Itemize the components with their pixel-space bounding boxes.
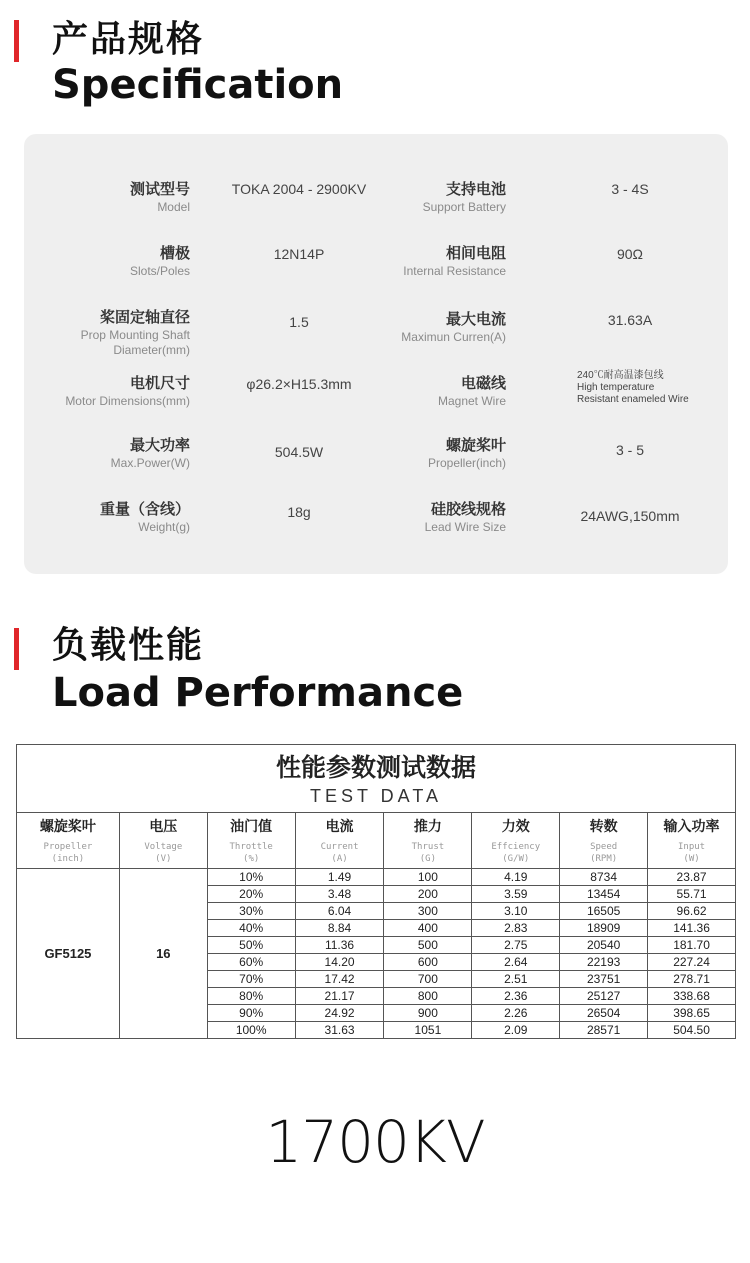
table-cell: 13454 xyxy=(560,886,648,903)
table-cell: 398.65 xyxy=(648,1005,736,1022)
spec-heading xyxy=(0,10,750,110)
header-zh: 力效 xyxy=(501,819,530,835)
table-cell: 20540 xyxy=(560,937,648,954)
label-zh: 螺旋桨叶 xyxy=(445,436,506,454)
col-header-speed xyxy=(560,813,648,869)
spec-row-shaft xyxy=(24,306,728,370)
header-unit: (V) xyxy=(155,854,172,864)
spec-label-model xyxy=(24,178,190,215)
table-cell: 504.50 xyxy=(648,1022,736,1039)
label-zh: 槽极 xyxy=(159,244,190,262)
table-cell: 30% xyxy=(207,903,295,920)
label-zh: 最大功率 xyxy=(129,436,190,454)
header-zh: 输入功率 xyxy=(663,819,720,835)
header-unit: (G) xyxy=(419,854,437,864)
test-data-table xyxy=(16,744,736,1039)
header-zh: 转数 xyxy=(589,819,618,835)
label-en: Model xyxy=(157,200,190,214)
spec-label-power xyxy=(24,434,190,471)
table-cell: 70% xyxy=(207,971,295,988)
voltage-cell: 16 xyxy=(119,869,207,1039)
table-header-row xyxy=(17,813,736,869)
header-en: Throttle xyxy=(229,842,273,852)
label-zh: 相间电阻 xyxy=(445,244,506,262)
propeller-cell: GF5125 xyxy=(17,869,120,1039)
table-cell: 16505 xyxy=(560,903,648,920)
spec-label-current xyxy=(364,308,506,345)
table-cell: 200 xyxy=(384,886,472,903)
spec-label-slots xyxy=(24,242,190,279)
header-en: Input xyxy=(677,842,706,852)
table-cell: 700 xyxy=(384,971,472,988)
spec-label-battery xyxy=(364,178,506,215)
table-cell: 14.20 xyxy=(295,954,384,971)
table-cell: 1051 xyxy=(384,1022,472,1039)
table-cell: 100% xyxy=(207,1022,295,1039)
wire-line: High temperature xyxy=(577,382,655,393)
spec-label-dimensions xyxy=(24,372,190,409)
table-cell: 2.26 xyxy=(472,1005,560,1022)
label-en: Maximun Curren(A) xyxy=(401,330,506,344)
spec-title-cn: 产品规格 xyxy=(52,19,205,60)
header-en: Thrust xyxy=(411,842,445,852)
spec-row-weight xyxy=(24,498,728,562)
header-zh: 推力 xyxy=(413,819,442,835)
table-cell: 300 xyxy=(384,903,472,920)
table-cell: 100 xyxy=(384,869,472,886)
table-cell: 21.17 xyxy=(295,988,384,1005)
table-cell: 50% xyxy=(207,937,295,954)
spec-label-weight xyxy=(24,498,190,535)
header-unit: (W) xyxy=(683,854,700,864)
table-cell: 2.64 xyxy=(472,954,560,971)
table-cell: 8734 xyxy=(560,869,648,886)
table-cell: 400 xyxy=(384,920,472,937)
header-unit: (RPM) xyxy=(590,854,618,864)
col-header-efficiency xyxy=(472,813,560,869)
col-header-input xyxy=(648,813,736,869)
spec-value-current: 31.63A xyxy=(607,312,653,328)
spec-row-power xyxy=(24,434,728,498)
spec-row-dimensions xyxy=(24,372,728,436)
table-cell: 227.24 xyxy=(648,954,736,971)
spec-value-weight: 18g xyxy=(287,504,311,520)
label-en: Lead Wire Size xyxy=(424,520,506,534)
table-row xyxy=(17,869,736,886)
header-en: Current xyxy=(320,842,359,852)
table-cell: 90% xyxy=(207,1005,295,1022)
spec-value-slots: 12N14P xyxy=(273,246,325,262)
accent-bar xyxy=(14,628,19,670)
table-cell: 8.84 xyxy=(295,920,384,937)
table-cell: 2.83 xyxy=(472,920,560,937)
spec-value-resistance: 90Ω xyxy=(616,246,644,262)
table-cell: 278.71 xyxy=(648,971,736,988)
table-cell: 24.92 xyxy=(295,1005,384,1022)
spec-label-wire xyxy=(364,372,506,409)
header-en: Effciency xyxy=(491,842,541,852)
table-cell: 6.04 xyxy=(295,903,384,920)
table-cell: 2.51 xyxy=(472,971,560,988)
wire-line: 240℃耐高温漆包线 xyxy=(577,370,664,381)
label-zh: 桨固定轴直径 xyxy=(99,308,190,326)
table-cell: 10% xyxy=(207,869,295,886)
label-en: Support Battery xyxy=(422,200,506,214)
label-en: Diameter(mm) xyxy=(113,343,190,357)
spec-row-slots xyxy=(24,242,728,306)
label-en: Weight(g) xyxy=(138,520,190,534)
label-zh: 电机尺寸 xyxy=(129,374,190,392)
table-cell: 3.10 xyxy=(472,903,560,920)
table-cell: 26504 xyxy=(560,1005,648,1022)
table-cell: 500 xyxy=(384,937,472,954)
label-en: Max.Power(W) xyxy=(110,456,190,470)
accent-bar xyxy=(14,20,19,62)
label-zh: 重量（含线） xyxy=(99,500,190,518)
table-cell: 31.63 xyxy=(295,1022,384,1039)
spec-label-leadwire xyxy=(364,498,506,535)
spec-row-model xyxy=(24,178,728,242)
table-cell: 338.68 xyxy=(648,988,736,1005)
load-title-en: Load Performance xyxy=(52,670,464,716)
table-cell: 800 xyxy=(384,988,472,1005)
table-cell: 141.36 xyxy=(648,920,736,937)
header-zh: 电压 xyxy=(149,819,178,835)
table-cell: 1.49 xyxy=(295,869,384,886)
spec-value-power: 504.5W xyxy=(274,444,324,460)
label-en: Prop Mounting Shaft xyxy=(80,328,190,342)
table-cell: 2.75 xyxy=(472,937,560,954)
spec-value-model: TOKA 2004 - 2900KV xyxy=(231,181,367,197)
spec-value-battery: 3 - 4S xyxy=(611,181,649,197)
spec-label-shaft xyxy=(24,306,190,358)
header-unit: (%) xyxy=(243,854,260,864)
table-cell: 23.87 xyxy=(648,869,736,886)
spec-title-en: Specification xyxy=(52,62,344,108)
label-zh: 电磁线 xyxy=(460,374,506,392)
table-cell: 3.48 xyxy=(295,886,384,903)
header-unit: (G/W) xyxy=(502,854,530,864)
spec-value-propeller: 3 - 5 xyxy=(615,442,644,458)
table-cell: 23751 xyxy=(560,971,648,988)
table-cell: 600 xyxy=(384,954,472,971)
col-header-voltage xyxy=(119,813,207,869)
label-en: Propeller(inch) xyxy=(427,456,506,470)
label-zh: 支持电池 xyxy=(445,180,506,198)
header-en: Propeller xyxy=(43,842,93,852)
table-cell: 60% xyxy=(207,954,295,971)
table-cell: 96.62 xyxy=(648,903,736,920)
table-cell: 181.70 xyxy=(648,937,736,954)
label-en: Motor Dimensions(mm) xyxy=(65,394,190,408)
table-cell: 80% xyxy=(207,988,295,1005)
header-zh: 油门值 xyxy=(230,819,273,835)
header-unit: (inch) xyxy=(51,854,85,864)
label-en: Magnet Wire xyxy=(437,394,506,408)
table-cell: 17.42 xyxy=(295,971,384,988)
table-cell: 25127 xyxy=(560,988,648,1005)
spec-value-dimensions: φ26.2×H15.3mm xyxy=(246,376,352,392)
spec-value-wire xyxy=(577,370,727,406)
label-en: Slots/Poles xyxy=(129,264,190,278)
label-zh: 硅胶线规格 xyxy=(430,500,506,518)
header-zh: 螺旋桨叶 xyxy=(39,819,96,835)
table-cell: 11.36 xyxy=(295,937,384,954)
col-header-throttle xyxy=(207,813,295,869)
label-en: Internal Resistance xyxy=(403,264,506,278)
header-zh: 电流 xyxy=(325,819,354,835)
spec-panel xyxy=(24,134,728,574)
table-cell: 900 xyxy=(384,1005,472,1022)
header-unit: (A) xyxy=(331,854,348,864)
spec-value-shaft: 1.5 xyxy=(289,314,309,330)
table-title-row xyxy=(17,745,736,813)
table-title-zh: 性能参数测试数据 xyxy=(275,753,476,782)
table-title-en: TEST DATA xyxy=(309,786,442,806)
table-cell: 18909 xyxy=(560,920,648,937)
kv-label: 1700KV xyxy=(265,1108,485,1176)
spec-value-leadwire: 24AWG,150mm xyxy=(580,508,680,524)
table-cell: 2.09 xyxy=(472,1022,560,1039)
table-title xyxy=(17,745,736,813)
wire-line: Resistant enameled Wire xyxy=(577,394,689,405)
label-zh: 最大电流 xyxy=(445,310,506,328)
col-header-thrust xyxy=(384,813,472,869)
header-en: Voltage xyxy=(144,842,183,852)
label-zh: 测试型号 xyxy=(129,180,190,198)
table-cell: 22193 xyxy=(560,954,648,971)
col-header-current xyxy=(295,813,384,869)
load-heading xyxy=(0,618,750,718)
load-title-cn: 负载性能 xyxy=(52,625,205,666)
table-cell: 55.71 xyxy=(648,886,736,903)
col-header-propeller xyxy=(17,813,120,869)
spec-label-propeller xyxy=(364,434,506,471)
table-cell: 2.36 xyxy=(472,988,560,1005)
header-en: Speed xyxy=(590,842,618,852)
table-cell: 3.59 xyxy=(472,886,560,903)
table-cell: 40% xyxy=(207,920,295,937)
table-cell: 4.19 xyxy=(472,869,560,886)
spec-label-resistance xyxy=(364,242,506,279)
table-cell: 20% xyxy=(207,886,295,903)
table-cell: 28571 xyxy=(560,1022,648,1039)
